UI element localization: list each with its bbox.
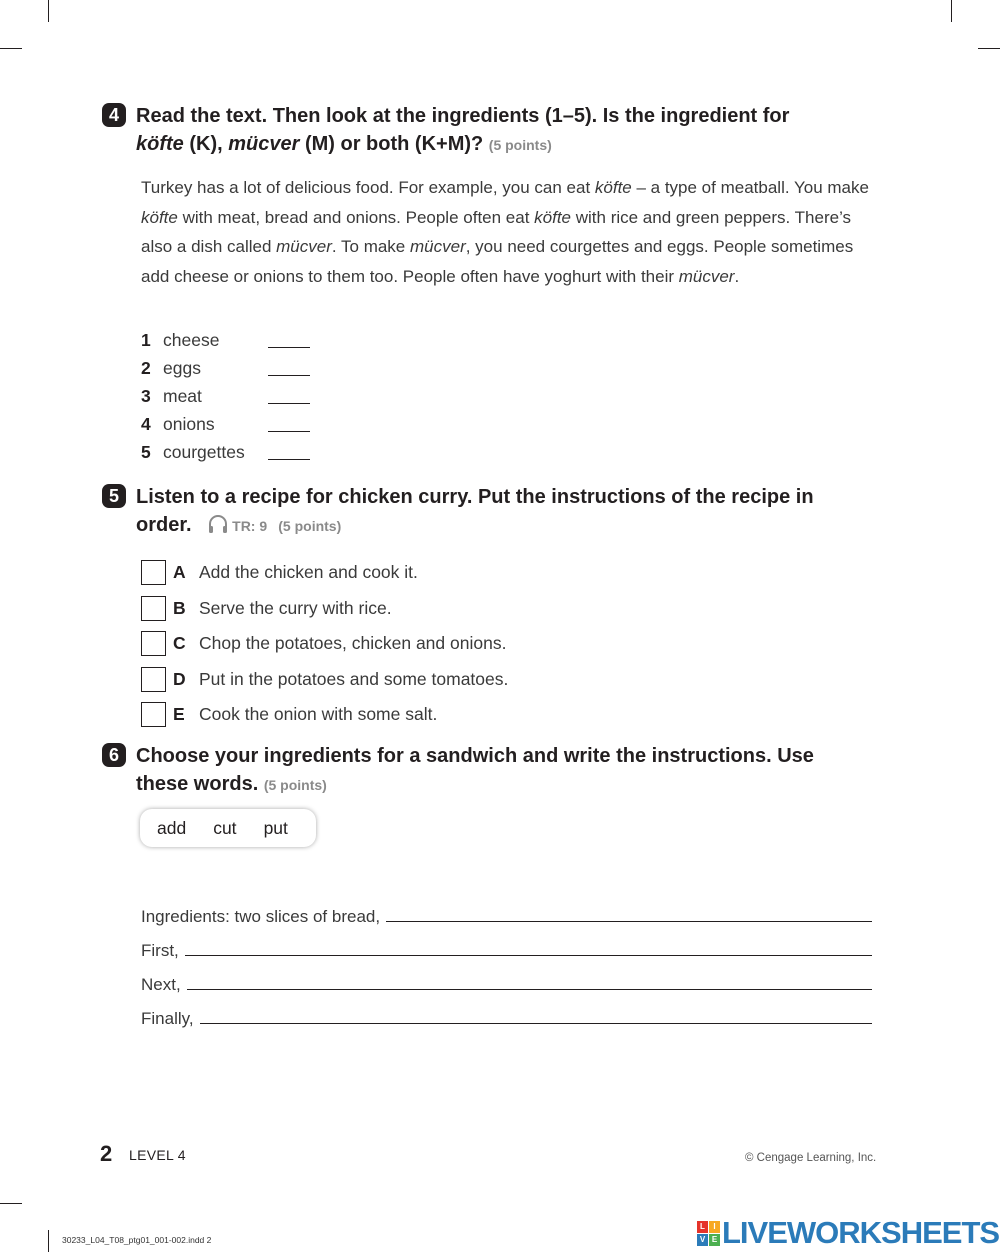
list-item: C Chop the potatoes, chicken and onions. [141, 626, 508, 662]
ingredient-list [141, 326, 310, 466]
exercise-number: 4 [102, 103, 126, 127]
answer-blank[interactable] [268, 361, 310, 376]
logo-block: E [709, 1234, 720, 1246]
logo-block: V [697, 1234, 708, 1246]
answer-line[interactable] [200, 1023, 872, 1024]
writing-line: First, [141, 927, 872, 961]
heading-text: (M) or both (K+M)? [299, 133, 489, 155]
headphones-icon [207, 514, 229, 534]
crop-mark [48, 0, 49, 22]
list-item: B Serve the curry with rice. [141, 591, 508, 627]
exercise-number: 5 [102, 484, 126, 508]
exercise-5-heading [102, 483, 882, 540]
level-label: LEVEL 4 [129, 1147, 186, 1163]
heading-text: order. [136, 514, 192, 536]
order-box[interactable] [141, 702, 166, 727]
recipe-steps [141, 555, 508, 733]
heading-italic: köfte [136, 133, 184, 155]
order-box[interactable] [141, 667, 166, 692]
heading-line: Choose your ingredients for a sandwich and write the instructions. Use [136, 745, 814, 767]
answer-line[interactable] [185, 955, 872, 956]
list-item: E Cook the onion with some salt. [141, 697, 508, 733]
word: put [263, 817, 288, 838]
track-label: TR: 9 [232, 518, 268, 534]
exercise-6-heading [102, 742, 882, 799]
answer-line[interactable] [386, 921, 872, 922]
exercise-4-heading [102, 102, 882, 159]
logo-blocks [697, 1221, 720, 1246]
list-item: 2 eggs [141, 354, 310, 382]
order-box[interactable] [141, 596, 166, 621]
crop-mark [0, 1203, 22, 1204]
crop-mark [978, 48, 1000, 49]
answer-blank[interactable] [268, 389, 310, 404]
heading-text: these words. [136, 773, 259, 795]
answer-blank[interactable] [268, 417, 310, 432]
answer-line[interactable] [187, 989, 872, 990]
order-box[interactable] [141, 631, 166, 656]
writing-line: Finally, [141, 995, 872, 1029]
word: cut [213, 817, 237, 838]
points-label: (5 points) [278, 518, 342, 534]
list-item: A Add the chicken and cook it. [141, 555, 508, 591]
points-label: (5 points) [488, 137, 552, 153]
writing-line: Ingredients: two slices of bread, [141, 893, 872, 927]
answer-blank[interactable] [268, 333, 310, 348]
exercise-number: 6 [102, 743, 126, 767]
logo-block: L [697, 1221, 708, 1233]
heading-italic: mücver [228, 133, 300, 155]
writing-lines [141, 893, 872, 1029]
list-item: 1 cheese [141, 326, 310, 354]
points-label: (5 points) [263, 777, 327, 793]
heading-text: (K), [183, 133, 229, 155]
page-number: 2 [100, 1141, 113, 1166]
list-item: 4 onions [141, 410, 310, 438]
file-slug: 30233_L04_T08_ptg01_001-002.indd 2 [62, 1235, 212, 1245]
list-item: 5 courgettes [141, 438, 310, 466]
logo-block: I [709, 1221, 720, 1233]
order-box[interactable] [141, 560, 166, 585]
writing-line: Next, [141, 961, 872, 995]
word-box [140, 809, 316, 847]
heading-line: Read the text. Then look at the ingredients (1–5). Is the ingredient for [136, 105, 790, 127]
copyright: © Cengage Learning, Inc. [745, 1152, 877, 1164]
heading-line: Listen to a recipe for chicken curry. Put the instructions of the recipe in [136, 486, 814, 508]
crop-mark [48, 1230, 49, 1252]
crop-mark [951, 0, 952, 22]
list-item: D Put in the potatoes and some tomatoes. [141, 662, 508, 698]
list-item: 3 meat [141, 382, 310, 410]
liveworksheets-logo [697, 1215, 999, 1251]
crop-mark [0, 48, 22, 49]
word: add [157, 817, 187, 838]
brand-name: LIVEWORKSHEETS [722, 1215, 1000, 1250]
reading-text: Turkey has a lot of delicious food. For example, you can eat köfte – a type of meatball. You make köfte with meat, bread and onions. People often eat köfte with rice and green peppers. There’s also a dish called mücver. To make mücver, you need courgettes and eggs. People sometimes add cheese or onions to them too. People often have yoghurt with their mücver. [141, 178, 869, 286]
answer-blank[interactable] [268, 445, 310, 460]
